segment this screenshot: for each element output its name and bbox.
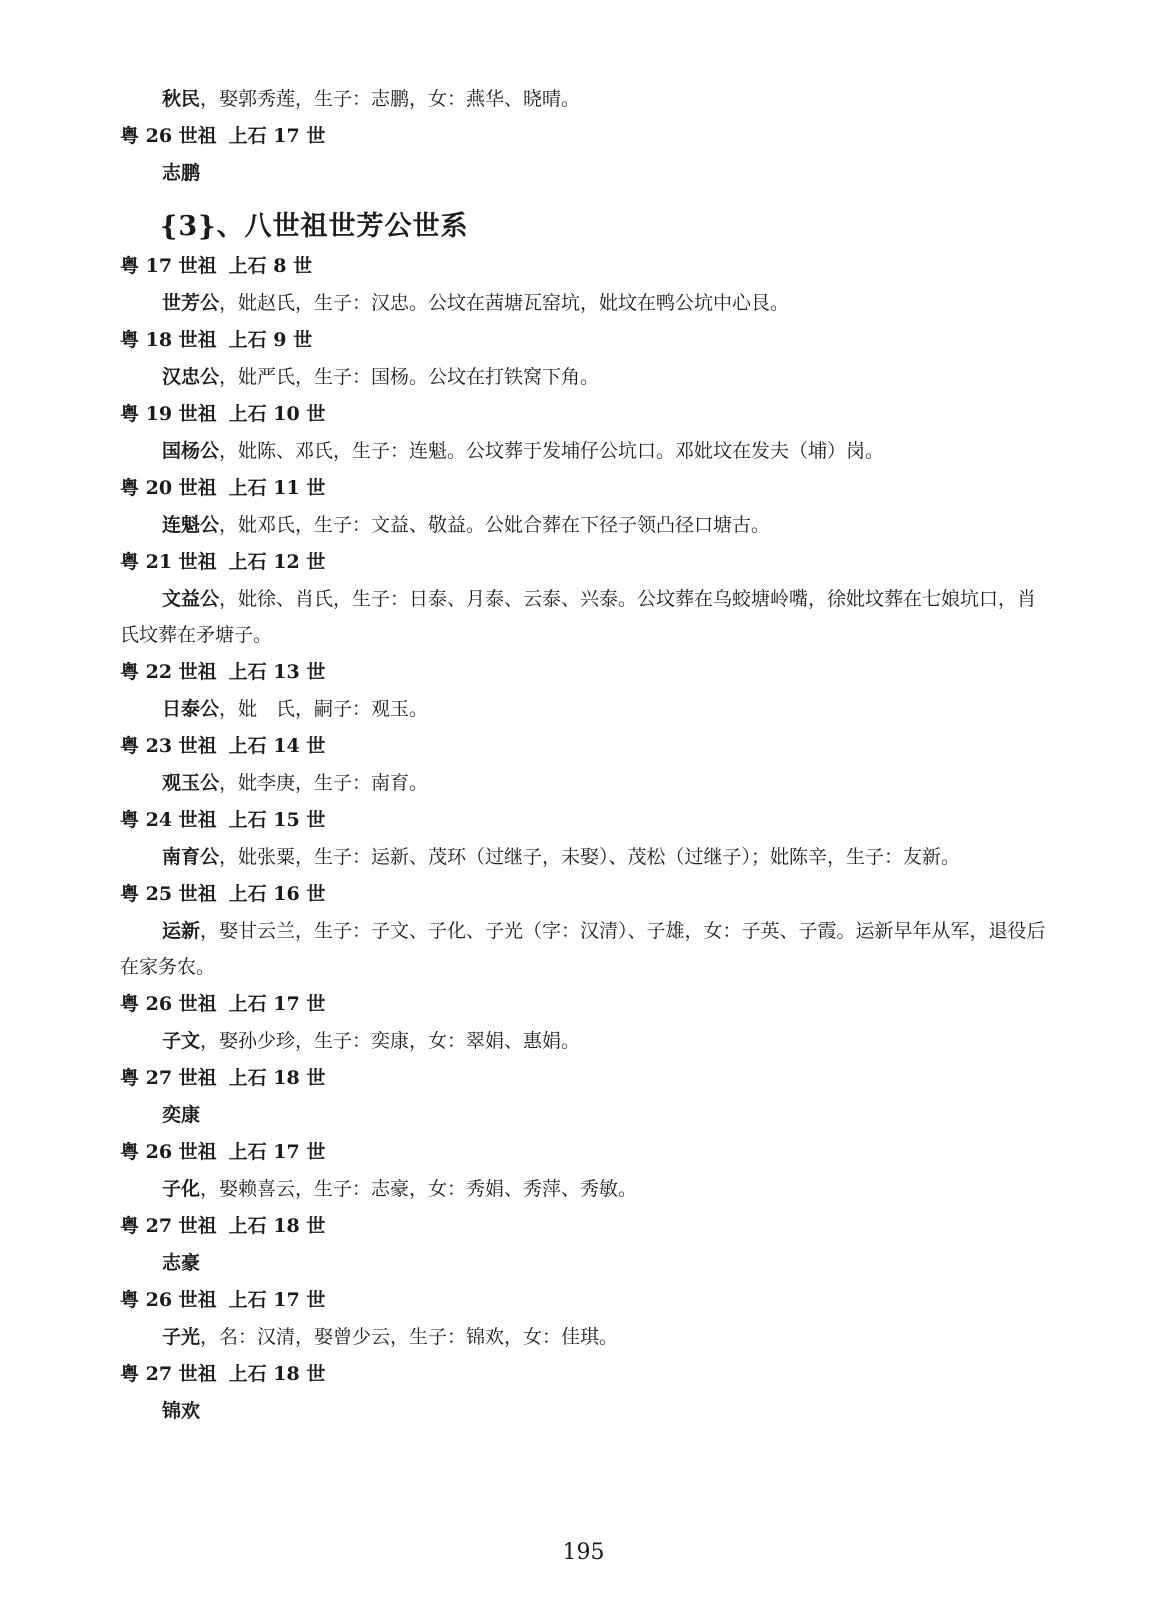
person-name: 子光 <box>162 1326 201 1348</box>
generation-guangdong: 粤 26 世祖 <box>120 1141 217 1163</box>
person-name: 志豪 <box>162 1252 201 1274</box>
generation-shangshi: 上石 14 世 <box>228 735 326 757</box>
generation-guangdong: 粤 24 世祖 <box>120 809 217 831</box>
person-name: 文益公 <box>162 588 220 610</box>
generation-heading <box>120 1363 1050 1385</box>
generation-shangshi: 上石 17 世 <box>228 1141 326 1163</box>
person-details: ，妣陈、邓氏，生子：连魁。公坟葬于发埔仔公坑口。邓妣坟在发夫（埔）岗。 <box>219 440 885 462</box>
page-number: 195 <box>562 1540 605 1565</box>
generation-shangshi: 上石 18 世 <box>228 1215 326 1237</box>
person-entry <box>120 698 1050 720</box>
generation-guangdong: 粤 22 世祖 <box>120 661 217 683</box>
generation-heading <box>120 255 1050 277</box>
person-entry <box>120 366 1050 388</box>
generation-guangdong: 粤 27 世祖 <box>120 1067 217 1089</box>
person-entry <box>120 581 1050 653</box>
person-name: 志鹏 <box>162 162 201 184</box>
generation-heading <box>120 661 1050 683</box>
person-name: 南育公 <box>162 846 220 868</box>
generation-shangshi: 上石 13 世 <box>228 661 326 683</box>
person-name: 运新 <box>162 920 201 942</box>
person-name: 奕康 <box>162 1104 201 1126</box>
generation-guangdong: 粤 26 世祖 <box>120 993 217 1015</box>
person-name: 秋民 <box>162 88 201 110</box>
generation-guangdong: 粤 21 世祖 <box>120 551 217 573</box>
generation-guangdong: 粤 27 世祖 <box>120 1215 217 1237</box>
person-entry <box>120 1178 1050 1200</box>
person-name: 日泰公 <box>162 698 220 720</box>
page-content <box>120 88 1050 1437</box>
person-entry <box>120 846 1050 868</box>
person-entry <box>120 1326 1050 1348</box>
generation-shangshi: 上石 18 世 <box>228 1067 326 1089</box>
generation-guangdong: 粤 19 世祖 <box>120 403 217 425</box>
generation-heading <box>120 551 1050 573</box>
genealogy-entries <box>120 255 1050 1422</box>
generation-guangdong: 粤 17 世祖 <box>120 255 217 277</box>
generation-heading <box>120 735 1050 757</box>
person-name: 子化 <box>162 1178 201 1200</box>
person-details: ，妣徐、肖氏，生子：日泰、月泰、云泰、兴泰。公坟葬在乌蛟塘岭嘴，徐妣坟葬在七娘坑口，肖氏坟葬在矛塘子。 <box>120 588 1037 646</box>
generation-guangdong: 粤 25 世祖 <box>120 883 217 905</box>
generation-guangdong: 粤 23 世祖 <box>120 735 217 757</box>
person-entry <box>120 292 1050 314</box>
person-entry <box>120 440 1050 462</box>
generation-shangshi: 上石 11 世 <box>228 477 326 499</box>
top-block <box>120 88 1050 184</box>
generation-guangdong: 粤 27 世祖 <box>120 1363 217 1385</box>
person-details: ，娶郭秀莲，生子：志鹏，女：燕华、晓晴。 <box>200 88 581 110</box>
generation-heading <box>120 993 1050 1015</box>
generation-shangshi: 上石 18 世 <box>228 1363 326 1385</box>
generation-heading <box>120 1289 1050 1311</box>
generation-guangdong: 粤 26 世祖 <box>120 125 217 147</box>
generation-shangshi: 上石 16 世 <box>228 883 326 905</box>
generation-shangshi: 上石 15 世 <box>228 809 326 831</box>
generation-shangshi: 上石 8 世 <box>228 255 313 277</box>
person-name: 观玉公 <box>162 772 220 794</box>
person-details: ，妣严氏，生子：国杨。公坟在打铁窝下角。 <box>219 366 600 388</box>
generation-heading <box>120 477 1050 499</box>
person-entry <box>120 514 1050 536</box>
generation-heading <box>120 125 1050 147</box>
person-details: ，娶甘云兰，生子：子文、子化、子光（字：汉清）、子雄，女：子英、子霞。运新早年从军，退役后在家务农。 <box>120 920 1046 978</box>
generation-heading <box>120 1215 1050 1237</box>
person-details: ，妣 氏，嗣子：观玉。 <box>219 698 429 720</box>
person-name: 世芳公 <box>162 292 220 314</box>
person-entry <box>120 88 1050 110</box>
generation-shangshi: 上石 10 世 <box>228 403 326 425</box>
generation-shangshi: 上石 9 世 <box>228 329 313 351</box>
person-name: 汉忠公 <box>162 366 220 388</box>
person-entry <box>120 772 1050 794</box>
generation-heading <box>120 883 1050 905</box>
person-name: 子文 <box>162 1030 201 1052</box>
person-details: ，名：汉清，娶曾少云，生子：锦欢，女：佳琪。 <box>200 1326 619 1348</box>
generation-heading <box>120 1141 1050 1163</box>
generation-heading <box>120 809 1050 831</box>
person-name: 锦欢 <box>162 1400 201 1422</box>
generation-heading <box>120 1067 1050 1089</box>
generation-guangdong: 粤 20 世祖 <box>120 477 217 499</box>
person-details: ，娶孙少珍，生子：奕康，女：翠娟、惠娟。 <box>200 1030 581 1052</box>
person-details: ，妣张粟，生子：运新、茂环（过继子，未娶）、茂松（过继子）；妣陈辛，生子：友新。 <box>219 846 961 868</box>
generation-shangshi: 上石 17 世 <box>228 125 326 147</box>
person-details: ，妣邓氏，生子：文益、敬益。公妣合葬在下径子领凸径口塘古。 <box>219 514 771 536</box>
person-entry <box>120 913 1050 985</box>
person-details: ，妣李庚，生子：南育。 <box>219 772 429 794</box>
person-details: ，妣赵氏，生子：汉忠。公坟在茜塘瓦窑坑，妣坟在鸭公坑中心艮。 <box>219 292 790 314</box>
generation-heading <box>120 329 1050 351</box>
person-details: ，娶赖喜云，生子：志豪，女：秀娟、秀萍、秀敏。 <box>200 1178 638 1200</box>
generation-shangshi: 上石 12 世 <box>228 551 326 573</box>
generation-shangshi: 上石 17 世 <box>228 993 326 1015</box>
person-name: 国杨公 <box>162 440 220 462</box>
generation-heading <box>120 403 1050 425</box>
person-name: 连魁公 <box>162 514 220 536</box>
generation-guangdong: 粤 26 世祖 <box>120 1289 217 1311</box>
person-entry <box>120 1030 1050 1052</box>
generation-guangdong: 粤 18 世祖 <box>120 329 217 351</box>
section-title: {3}、八世祖世芳公世系 <box>160 211 469 242</box>
generation-shangshi: 上石 17 世 <box>228 1289 326 1311</box>
